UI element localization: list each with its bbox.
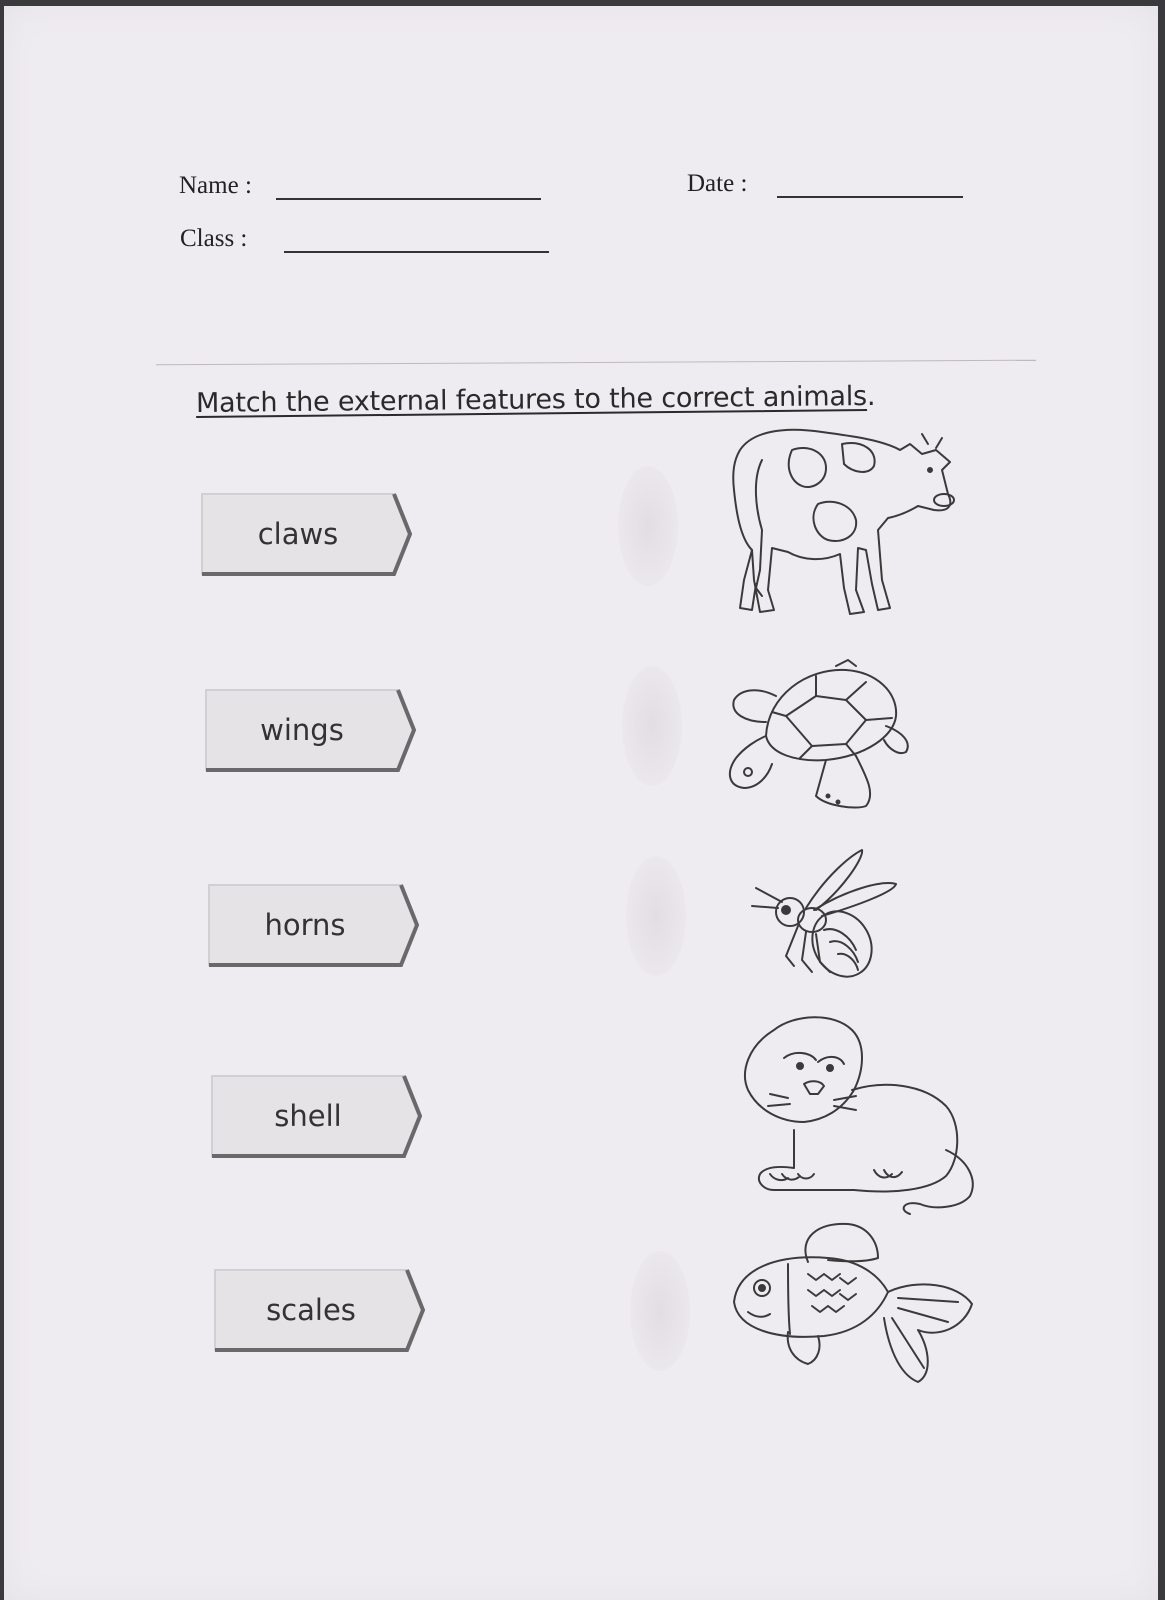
instruction-part2: animals — [762, 380, 868, 414]
class-label: Class : — [180, 225, 248, 252]
instruction-part1: Match the external features to the correct — [195, 382, 763, 419]
feature-label: wings — [260, 713, 344, 747]
cow-icon[interactable] — [722, 420, 962, 620]
worksheet-page — [4, 6, 1158, 1600]
scan-mark — [630, 1251, 690, 1371]
feature-tag-claws[interactable] — [198, 490, 412, 578]
lion-icon[interactable] — [734, 1010, 984, 1220]
instruction-part3: . — [866, 380, 876, 412]
feature-tag-horns[interactable] — [205, 881, 419, 969]
feature-label: horns — [264, 908, 346, 942]
section-divider — [156, 360, 1036, 366]
date-field[interactable] — [777, 196, 963, 198]
scan-mark — [622, 666, 682, 786]
turtle-icon[interactable] — [716, 656, 916, 816]
feature-tag-shell[interactable] — [208, 1072, 422, 1160]
goldfish-icon[interactable] — [728, 1218, 978, 1388]
class-field[interactable] — [284, 251, 549, 253]
instruction-text — [196, 381, 876, 419]
feature-tag-scales[interactable] — [211, 1266, 425, 1354]
scan-mark — [626, 856, 686, 976]
name-label: Name : — [179, 172, 252, 199]
feature-tag-wings[interactable] — [202, 686, 416, 774]
date-label: Date : — [687, 170, 748, 197]
feature-label: scales — [266, 1293, 356, 1327]
feature-label: shell — [274, 1099, 342, 1133]
scan-mark — [618, 466, 678, 586]
feature-label: claws — [257, 517, 339, 551]
name-field[interactable] — [276, 198, 541, 200]
bee-icon[interactable] — [746, 846, 906, 986]
